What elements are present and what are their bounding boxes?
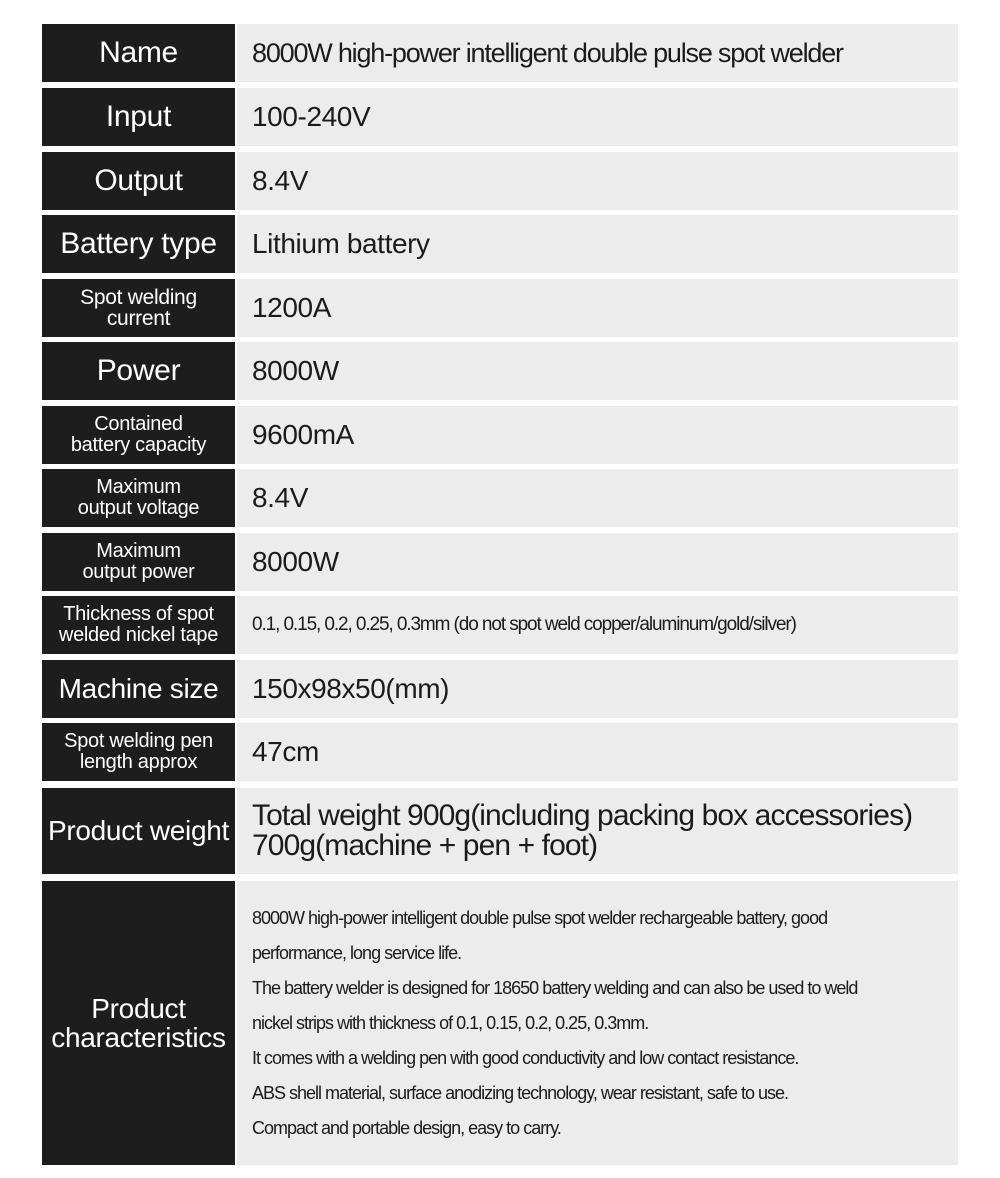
spec-label: Input <box>42 88 235 146</box>
spec-label-line: Product <box>91 992 186 1024</box>
spec-row-input <box>42 88 958 146</box>
spec-label: Power <box>42 342 235 400</box>
spec-label <box>42 596 235 654</box>
spec-value: 100-240V <box>237 88 958 146</box>
characteristics-line: nickel strips with thickness of 0.1, 0.15, 0.2, 0.25, 0.3mm. <box>252 1012 649 1033</box>
spec-row-power <box>42 342 958 400</box>
spec-value: 47cm <box>237 723 958 781</box>
spec-value: 8000W high-power intelligent double pulse spot welder <box>237 24 958 82</box>
spec-label <box>42 533 235 591</box>
spec-label-line: welded nickel tape <box>58 624 219 646</box>
spec-label-line: length approx <box>79 751 198 773</box>
spec-value: Lithium battery <box>237 215 958 273</box>
spec-row-max-power <box>42 533 958 591</box>
spec-label: Battery type <box>42 215 235 273</box>
spec-label-line: characteristics <box>51 1022 226 1053</box>
spec-label-line: Thickness of spot <box>63 603 214 625</box>
spec-label-line: Spot welding <box>80 286 197 309</box>
spec-label: Output <box>42 152 235 210</box>
spec-label <box>42 406 235 464</box>
spec-row-spot-current <box>42 279 958 337</box>
spec-value <box>237 881 958 1165</box>
spec-label: Product weight <box>42 788 235 874</box>
spec-label <box>42 723 235 781</box>
spec-label <box>42 469 235 527</box>
spec-label: Machine size <box>42 660 235 718</box>
spec-label-line: Contained <box>94 413 183 435</box>
spec-label-line: output voltage <box>77 497 200 519</box>
spec-label-line: Spot welding pen <box>64 730 213 752</box>
spec-label <box>42 279 235 337</box>
characteristics-line: Compact and portable design, easy to carry. <box>252 1117 561 1138</box>
characteristics-line: performance, long service life. <box>252 942 462 963</box>
spec-row-characteristics <box>42 881 958 1165</box>
spec-value-line: 700g(machine + pen + foot) <box>252 829 598 862</box>
spec-value: 0.1, 0.15, 0.2, 0.25, 0.3mm (do not spot weld copper/aluminum/gold/silver) <box>237 596 958 654</box>
spec-value: 8.4V <box>237 152 958 210</box>
spec-row-battery-type <box>42 215 958 273</box>
spec-label-line: current <box>106 307 171 330</box>
spec-value: 8000W <box>237 533 958 591</box>
spec-value: 8000W <box>237 342 958 400</box>
spec-label-line: battery capacity <box>70 434 207 456</box>
characteristics-line: It comes with a welding pen with good conductivity and low contact resistance. <box>252 1047 799 1068</box>
spec-row-machine-size <box>42 660 958 718</box>
spec-row-output <box>42 152 958 210</box>
spec-label-line: output power <box>82 561 195 583</box>
spec-row-pen-length <box>42 723 958 781</box>
spec-label <box>42 881 235 1165</box>
spec-row-nickel-thickness <box>42 596 958 654</box>
spec-row-max-voltage <box>42 469 958 527</box>
characteristics-line: The battery welder is designed for 18650 battery welding and can also be used to weld <box>252 977 858 998</box>
spec-value-line: Total weight 900g(including packing box accessories) <box>252 799 913 832</box>
spec-label-line: Maximum <box>96 540 181 562</box>
spec-label: Name <box>42 24 235 82</box>
spec-value <box>237 788 958 874</box>
spec-value: 1200A <box>237 279 958 337</box>
spec-label-line: Maximum <box>96 476 181 498</box>
spec-value: 8.4V <box>237 469 958 527</box>
spec-value: 150x98x50(mm) <box>237 660 958 718</box>
spec-row-product-weight <box>42 788 958 874</box>
spec-row-battery-capacity <box>42 406 958 464</box>
spec-value: 9600mA <box>237 406 958 464</box>
characteristics-line: 8000W high-power intelligent double pulse spot welder rechargeable battery, good <box>252 907 828 928</box>
characteristics-line: ABS shell material, surface anodizing technology, wear resistant, safe to use. <box>252 1082 788 1103</box>
spec-row-name <box>42 24 958 82</box>
